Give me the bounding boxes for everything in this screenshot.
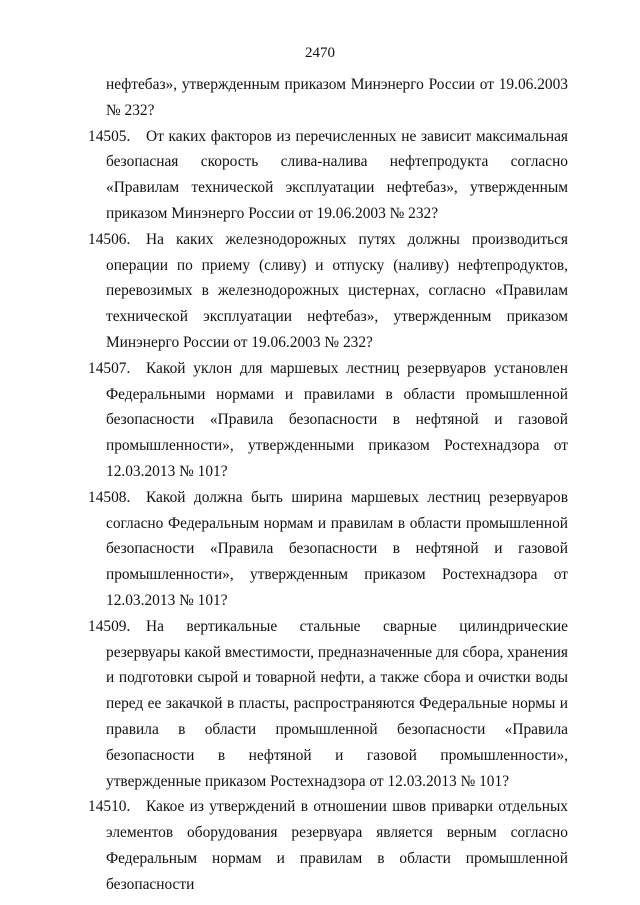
question-number: 14505. — [88, 127, 131, 145]
question-item — [88, 485, 568, 614]
question-item — [88, 124, 568, 227]
question-item — [88, 227, 568, 356]
question-text: Какой уклон для маршевых лестниц резервуаров установлен Федеральными нормами и правилами в области промышленной безопасности «Правила безопасности в нефтяной и газовой промышленности», утвержденными приказом Ростехнадзора от 12.03.2013 № 101? — [106, 359, 568, 480]
question-item — [88, 614, 568, 795]
question-text: Какое из утверждений в отношении швов приварки отдельных элементов оборудования резервуара является верным согласно Федеральным нормам и правилам в области промышленной безопасности — [106, 798, 568, 893]
questions-content — [88, 72, 568, 898]
question-number: 14507. — [88, 359, 131, 377]
question-text: На каких железнодорожных путях должны производиться операции по приему (сливу) и отпуску (наливу) нефтепродуктов, перевозимых в железнодорожных цистернах, согласно «Правилам технической эксплуатации нефтебаз», утвержденным приказом Минэнерго России от 19.06.2003 № 232? — [106, 230, 568, 351]
question-number: 14510. — [88, 798, 131, 816]
question-text: На вертикальные стальные сварные цилиндрические резервуары какой вместимости, предназначенные для сбора, хранения и подготовки сырой и товарной нефти, а также сбора и очистки воды перед ее закачкой в пласты, распространяются Федеральные нормы и правила в области промышленной безопасности «Правила безопасности в нефтяной и газовой промышленности», утвержденные приказом Ростехнадзора от 12.03.2013 № 101? — [106, 617, 568, 790]
continuation-text: нефтебаз», утвержденным приказом Минэнерго России от 19.06.2003 № 232? — [106, 76, 568, 119]
question-item — [88, 794, 568, 897]
question-number: 14506. — [88, 230, 131, 248]
question-number: 14508. — [88, 488, 131, 506]
question-number: 14509. — [88, 617, 131, 635]
question-text: От каких факторов из перечисленных не зависит максимальная безопасная скорость слива-налива нефтепродукта согласно «Правилам технической эксплуатации нефтебаз», утвержденным приказом Минэнерго России от 19.06.2003 № 232? — [106, 127, 568, 222]
question-text: Какой должна быть ширина маршевых лестниц резервуаров согласно Федеральным нормам и правилам в области промышленной безопасности «Правила безопасности в нефтяной и газовой промышленности», утвержденным приказом Ростехнадзора от 12.03.2013 № 101? — [106, 488, 568, 609]
question-item — [88, 356, 568, 485]
page-number: 2470 — [305, 45, 335, 61]
